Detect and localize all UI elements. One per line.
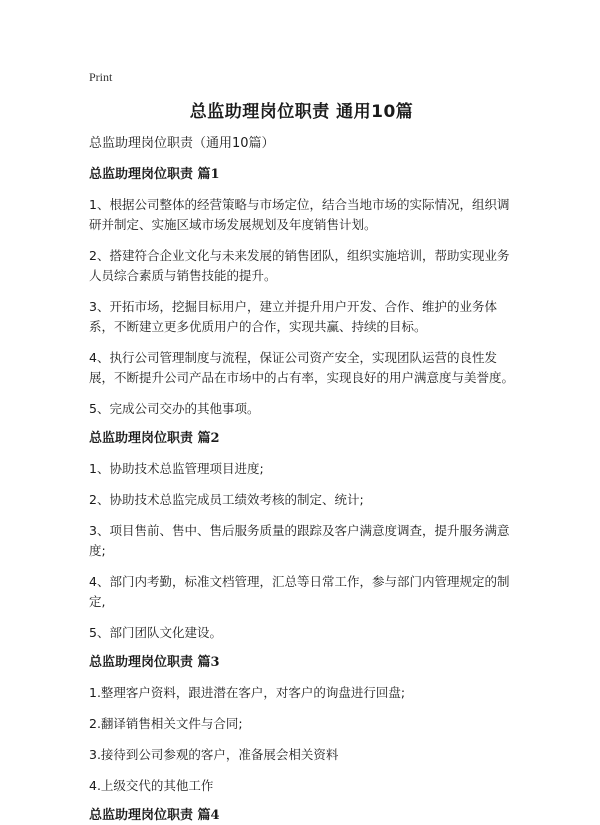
section-4: [89, 807, 514, 825]
document-subtitle: 总监助理岗位职责（通用10篇）: [89, 136, 275, 151]
paragraph: 3、项目售前、售中、售后服务质量的跟踪及客户满意度调查，提升服务满意度;: [89, 523, 510, 558]
paragraph: 4、执行公司管理制度与流程，保证公司资产安全，实现团队运营的良性发展，不断提升公司产品在市场中的占有率，实现良好的用户满意度与美誉度。: [89, 350, 515, 385]
section-heading: 总监助理岗位职责 篇4: [89, 808, 220, 823]
paragraph: 1.整理客户资料，跟进潜在客户，对客户的询盘进行回盘;: [89, 685, 406, 700]
paragraph: 3、开拓市场，挖掘目标用户，建立并提升用户开发、合作、维护的业务体系，不断建立更多优质用户的合作，实现共赢、持续的目标。: [89, 299, 497, 334]
paragraph: 4、部门内考勤，标准文档管理，汇总等日常工作，参与部门内管理规定的制定,: [89, 574, 510, 609]
section-2: [89, 430, 514, 643]
print-link[interactable]: Print: [89, 70, 113, 84]
paragraph: 4.上级交代的其他工作: [89, 778, 214, 793]
section-3: [89, 654, 514, 796]
paragraph: 3.接待到公司参观的客户，准备展会相关资料: [89, 747, 339, 762]
paragraph: 1、协助技术总监管理项目进度;: [89, 461, 264, 476]
paragraph: 2.翻译销售相关文件与合同;: [89, 716, 243, 731]
section-heading: 总监助理岗位职责 篇1: [89, 167, 220, 182]
section-1: [89, 166, 514, 419]
paragraph: 2、协助技术总监完成员工绩效考核的制定、统计;: [89, 492, 364, 507]
section-heading: 总监助理岗位职责 篇2: [89, 431, 220, 446]
document-title: 总监助理岗位职责 通用10篇: [189, 102, 414, 122]
paragraph: 5、完成公司交办的其他事项。: [89, 401, 260, 416]
paragraph: 2、搭建符合企业文化与未来发展的销售团队，组织实施培训，帮助实现业务人员综合素质与销售技能的提升。: [89, 248, 510, 283]
section-heading: 总监助理岗位职责 篇3: [89, 655, 220, 670]
paragraph: 1、根据公司整体的经营策略与市场定位，结合当地市场的实际情况，组织调研并制定、实施区域市场发展规划及年度销售计划。: [89, 197, 510, 232]
paragraph: 5、部门团队文化建设。: [89, 625, 222, 640]
